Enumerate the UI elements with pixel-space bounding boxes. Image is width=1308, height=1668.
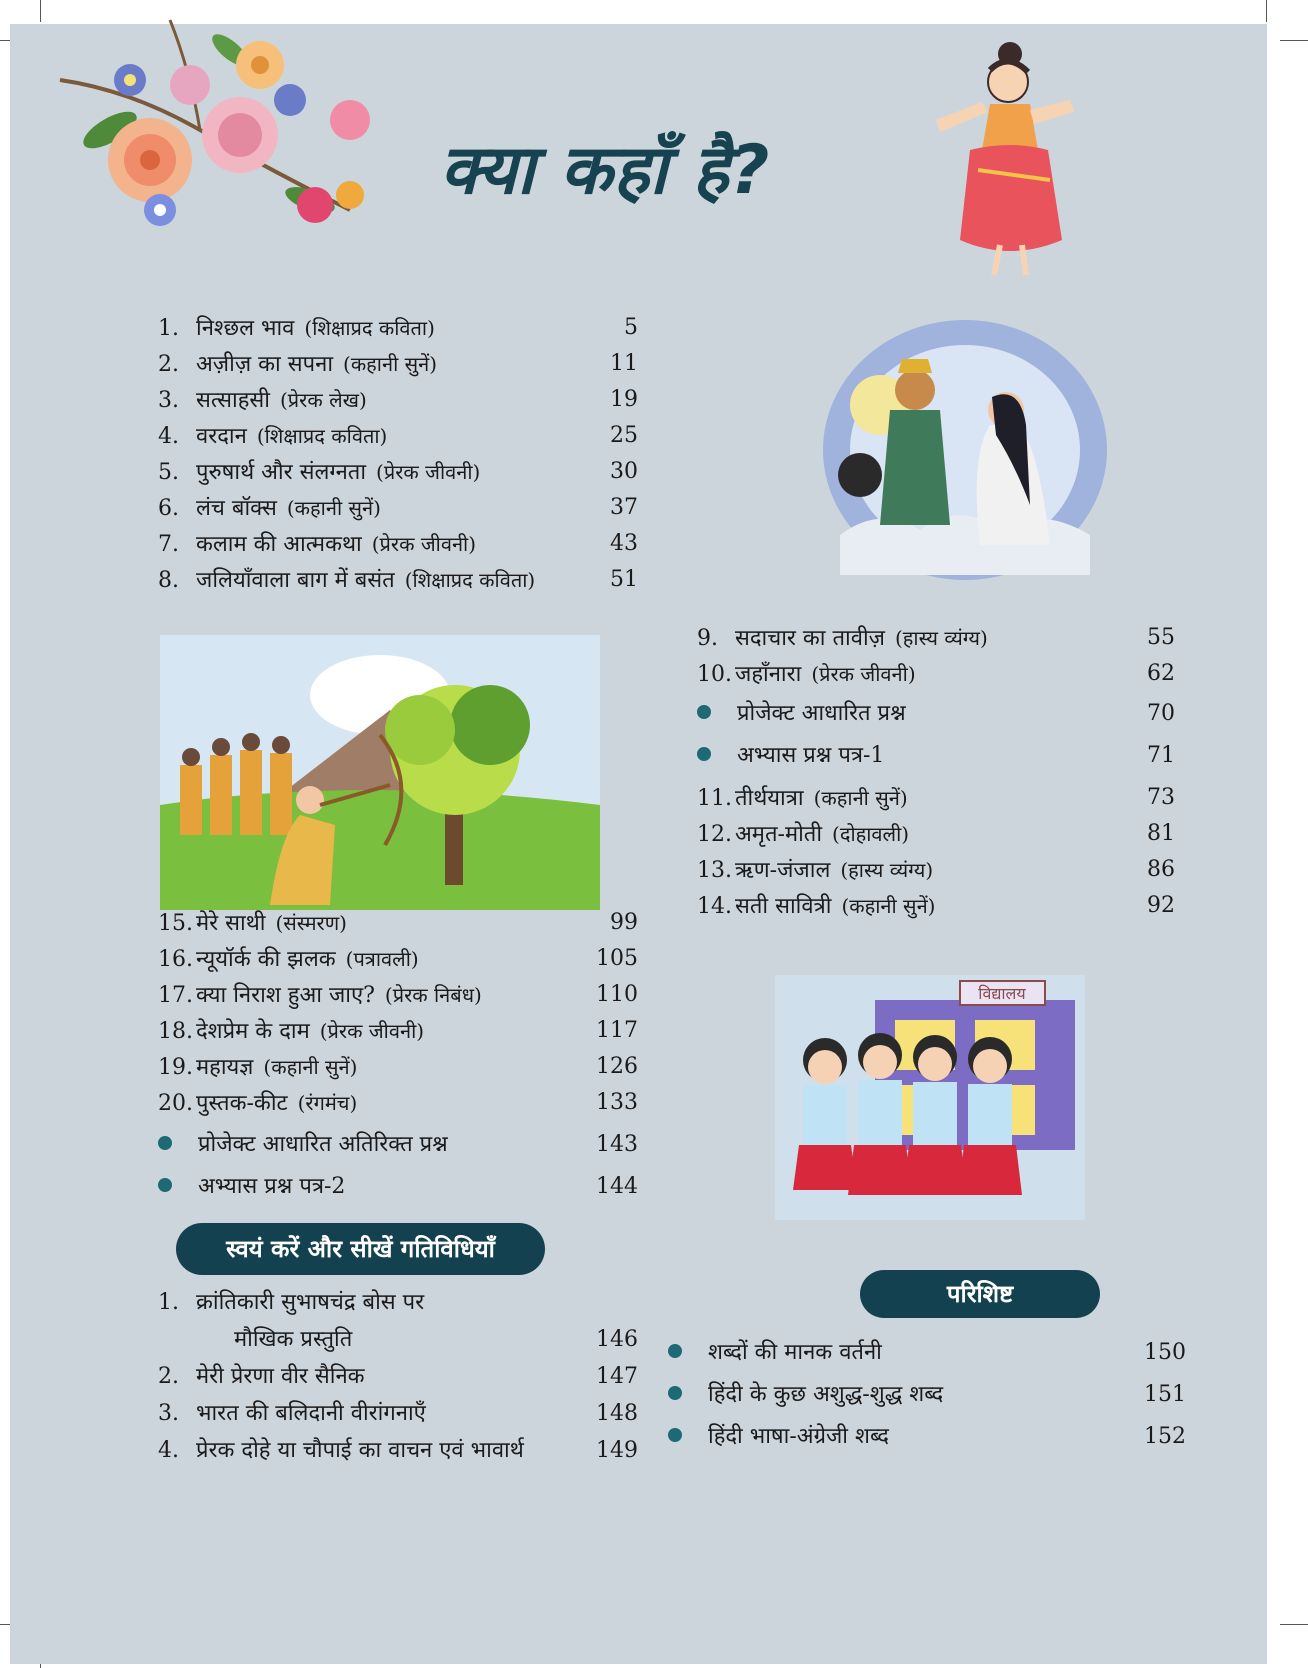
entry-number: 4. — [158, 424, 179, 449]
entry-number: 14. — [697, 894, 732, 919]
toc-entry — [158, 1285, 638, 1321]
entry-title: पुस्तक-कीट — [196, 1091, 288, 1116]
entry-category: (दोहावली) — [832, 822, 910, 846]
entry-page-number: 11 — [610, 351, 638, 376]
entry-title: भारत की बलिदानी वीरांगनाएँ — [196, 1401, 426, 1426]
entry-category: (कहानी सुनें) — [343, 352, 438, 376]
entry-number: 4. — [158, 1438, 179, 1463]
entry-page-number: 19 — [610, 387, 638, 412]
toc-entry — [158, 1322, 638, 1358]
entry-title: शब्दों की मानक वर्तनी — [708, 1340, 882, 1365]
entry-category: (प्रेरक जीवनी) — [376, 460, 481, 484]
toc-entry — [158, 1169, 638, 1205]
entry-page-number: 51 — [610, 567, 638, 592]
entry-title: निश्छल भाव — [196, 316, 295, 341]
toc-entry — [697, 816, 1175, 852]
bullet-icon — [697, 747, 711, 761]
entry-number: 9. — [697, 626, 718, 651]
entry-title: क्रांतिकारी सुभाषचंद्र बोस पर — [196, 1290, 425, 1315]
toc-entry — [158, 310, 638, 346]
entry-category: (पत्रावली) — [345, 947, 419, 971]
entry-page-number: 71 — [1147, 743, 1175, 768]
entry-page-number: 146 — [596, 1327, 638, 1352]
appendix-entry — [668, 1377, 1186, 1413]
entry-category: (कहानी सुनें) — [841, 894, 936, 918]
toc-entry — [697, 888, 1175, 924]
entry-title: अमृत-मोती — [735, 822, 823, 847]
entry-title: प्रोजेक्ट आधारित प्रश्न — [737, 701, 906, 726]
entry-page-number: 30 — [610, 459, 638, 484]
entry-category: (हास्य व्यंग्य) — [840, 858, 934, 882]
toc-entry — [158, 1433, 638, 1469]
entry-category: (कहानी सुनें) — [286, 496, 381, 520]
entry-title: कलाम की आत्मकथा — [196, 532, 362, 557]
entry-number: 11. — [697, 786, 732, 811]
entry-number: 3. — [158, 1401, 179, 1426]
entry-page-number: 73 — [1147, 785, 1175, 810]
entry-title: मेरी प्रेरणा वीर सैनिक — [196, 1364, 365, 1389]
entry-title: जहाँनारा — [735, 662, 802, 687]
entry-title: अज़ीज़ का सपना — [196, 352, 334, 377]
entry-page-number: 99 — [610, 910, 638, 935]
entry-page-number: 70 — [1147, 701, 1175, 726]
toc-entry — [697, 852, 1175, 888]
entry-category: (शिक्षाप्रद कविता) — [304, 316, 435, 340]
page-title: क्या कहाँ है? — [440, 131, 771, 210]
bullet-icon — [158, 1136, 172, 1150]
toc-entry — [158, 454, 638, 490]
entry-number: 12. — [697, 822, 732, 847]
entry-category: (प्रेरक जीवनी) — [811, 662, 916, 686]
entry-number: 15. — [158, 911, 193, 936]
toc-entry — [158, 1049, 638, 1085]
entry-page-number: 148 — [596, 1401, 638, 1426]
entry-category: (प्रेरक जीवनी) — [319, 1019, 425, 1043]
entry-title: अभ्यास प्रश्न पत्र-2 — [198, 1174, 346, 1199]
entry-page-number: 150 — [1144, 1340, 1186, 1365]
toc-entry — [158, 526, 638, 562]
entry-title: ऋण-जंजाल — [735, 858, 831, 883]
toc-entry — [158, 1127, 638, 1163]
crop-mark — [1280, 1624, 1308, 1625]
entry-title: पुरुषार्थ और संलग्नता — [196, 460, 367, 485]
entry-number: 5. — [158, 460, 179, 485]
entry-title: लंच बॉक्स — [196, 496, 277, 521]
archery-illustration — [160, 635, 600, 910]
entry-category: (शिक्षाप्रद कविता) — [404, 568, 536, 592]
toc-entry — [697, 780, 1175, 816]
toc-entry — [158, 418, 638, 454]
entry-title: सती सावित्री — [735, 894, 832, 919]
entry-number: 16. — [158, 947, 193, 972]
entry-page-number: 43 — [610, 531, 638, 556]
toc-entry — [697, 696, 1175, 732]
entry-number: 7. — [158, 532, 179, 557]
entry-category: (कहानी सुनें) — [263, 1055, 358, 1079]
activities-heading: स्वयं करें और सीखें गतिविधियाँ — [176, 1223, 545, 1275]
entry-page-number: 147 — [596, 1364, 638, 1389]
entry-title: प्रेरक दोहे या चौपाई का वाचन एवं भावार्थ — [196, 1438, 524, 1463]
crop-mark — [40, 0, 41, 22]
entry-page-number: 86 — [1147, 857, 1175, 882]
entry-category: (कहानी सुनें) — [813, 786, 908, 810]
toc-entry — [697, 620, 1175, 656]
toc-entry — [158, 1359, 638, 1395]
entry-number: 3. — [158, 388, 179, 413]
crop-mark — [1266, 0, 1267, 22]
entry-title: मौखिक प्रस्तुति — [234, 1327, 353, 1352]
entry-number: 1. — [158, 316, 179, 341]
appendix-entry — [668, 1335, 1186, 1371]
bullet-icon — [668, 1344, 682, 1358]
toc-entry — [158, 1396, 638, 1432]
bullet-icon — [158, 1178, 172, 1192]
entry-title: सत्साहसी — [196, 388, 270, 413]
entry-number: 2. — [158, 352, 179, 377]
entry-number: 2. — [158, 1364, 179, 1389]
entry-title: मेरे साथी — [196, 911, 266, 936]
entry-page-number: 37 — [610, 495, 638, 520]
dancer-illustration — [930, 40, 1080, 280]
entry-category: (प्रेरक लेख) — [280, 388, 367, 412]
entry-title: न्यूयॉर्क की झलक — [196, 947, 336, 972]
toc-entry — [158, 562, 638, 598]
entry-number: 10. — [697, 662, 732, 687]
entry-title: देशप्रेम के दाम — [196, 1019, 310, 1044]
school-sign: विद्यालय — [978, 984, 1026, 1003]
entry-title: हिंदी के कुछ अशुद्ध-शुद्ध शब्द — [708, 1382, 944, 1407]
entry-category: (प्रेरक निबंध) — [384, 983, 482, 1007]
crop-mark — [1280, 40, 1308, 41]
entry-page-number: 105 — [596, 946, 638, 971]
entry-number: 1. — [158, 1290, 179, 1315]
entry-number: 18. — [158, 1019, 193, 1044]
toc-entry — [158, 941, 638, 977]
entry-number: 6. — [158, 496, 179, 521]
entry-number: 13. — [697, 858, 732, 883]
entry-page-number: 151 — [1144, 1382, 1186, 1407]
bullet-icon — [668, 1386, 682, 1400]
entry-title: जलियाँवाला बाग में बसंत — [196, 568, 395, 593]
entry-page-number: 92 — [1147, 893, 1175, 918]
toc-entry — [158, 1085, 638, 1121]
entry-number: 20. — [158, 1091, 193, 1116]
entry-category: (प्रेरक जीवनी) — [371, 532, 477, 556]
entry-title: वरदान — [196, 424, 247, 449]
entry-page-number: 5 — [624, 315, 638, 340]
entry-category: (संस्मरण) — [275, 911, 347, 935]
toc-entry — [697, 656, 1175, 692]
entry-number: 19. — [158, 1055, 193, 1080]
appendix-heading: परिशिष्ट — [860, 1270, 1100, 1318]
bullet-icon — [697, 705, 711, 719]
school-children-illustration — [775, 975, 1085, 1220]
toc-entry — [158, 905, 638, 941]
entry-page-number: 117 — [596, 1018, 638, 1043]
entry-title: सदाचार का तावीज़ — [735, 626, 885, 651]
entry-title: तीर्थयात्रा — [735, 786, 804, 811]
entry-title: अभ्यास प्रश्न पत्र-1 — [737, 743, 885, 768]
toc-entry — [158, 382, 638, 418]
entry-page-number: 126 — [596, 1054, 638, 1079]
entry-number: 17. — [158, 983, 193, 1008]
savitri-yama-illustration — [820, 315, 1110, 585]
entry-page-number: 62 — [1147, 661, 1175, 686]
flower-decoration — [50, 10, 380, 250]
entry-title: क्या निराश हुआ जाए? — [196, 983, 375, 1008]
toc-entry — [158, 490, 638, 526]
toc-entry — [158, 346, 638, 382]
entry-category: (शिक्षाप्रद कविता) — [256, 424, 388, 448]
entry-page-number: 152 — [1144, 1424, 1186, 1449]
toc-entry — [158, 977, 638, 1013]
entry-title: हिंदी भाषा-अंग्रेजी शब्द — [708, 1424, 889, 1449]
toc-entry — [158, 1013, 638, 1049]
entry-number: 8. — [158, 568, 179, 593]
bullet-icon — [668, 1428, 682, 1442]
entry-page-number: 144 — [596, 1174, 638, 1199]
entry-page-number: 55 — [1147, 625, 1175, 650]
entry-page-number: 110 — [596, 982, 638, 1007]
entry-page-number: 143 — [596, 1132, 638, 1157]
entry-title: महायज्ञ — [196, 1055, 254, 1080]
entry-title: प्रोजेक्ट आधारित अतिरिक्त प्रश्न — [198, 1132, 448, 1157]
appendix-entry — [668, 1419, 1186, 1455]
entry-page-number: 149 — [596, 1438, 638, 1463]
entry-page-number: 133 — [596, 1090, 638, 1115]
entry-page-number: 81 — [1147, 821, 1175, 846]
toc-entry — [697, 738, 1175, 774]
entry-category: (हास्य व्यंग्य) — [895, 626, 988, 650]
entry-page-number: 25 — [610, 423, 638, 448]
entry-category: (रंगमंच) — [297, 1091, 358, 1115]
